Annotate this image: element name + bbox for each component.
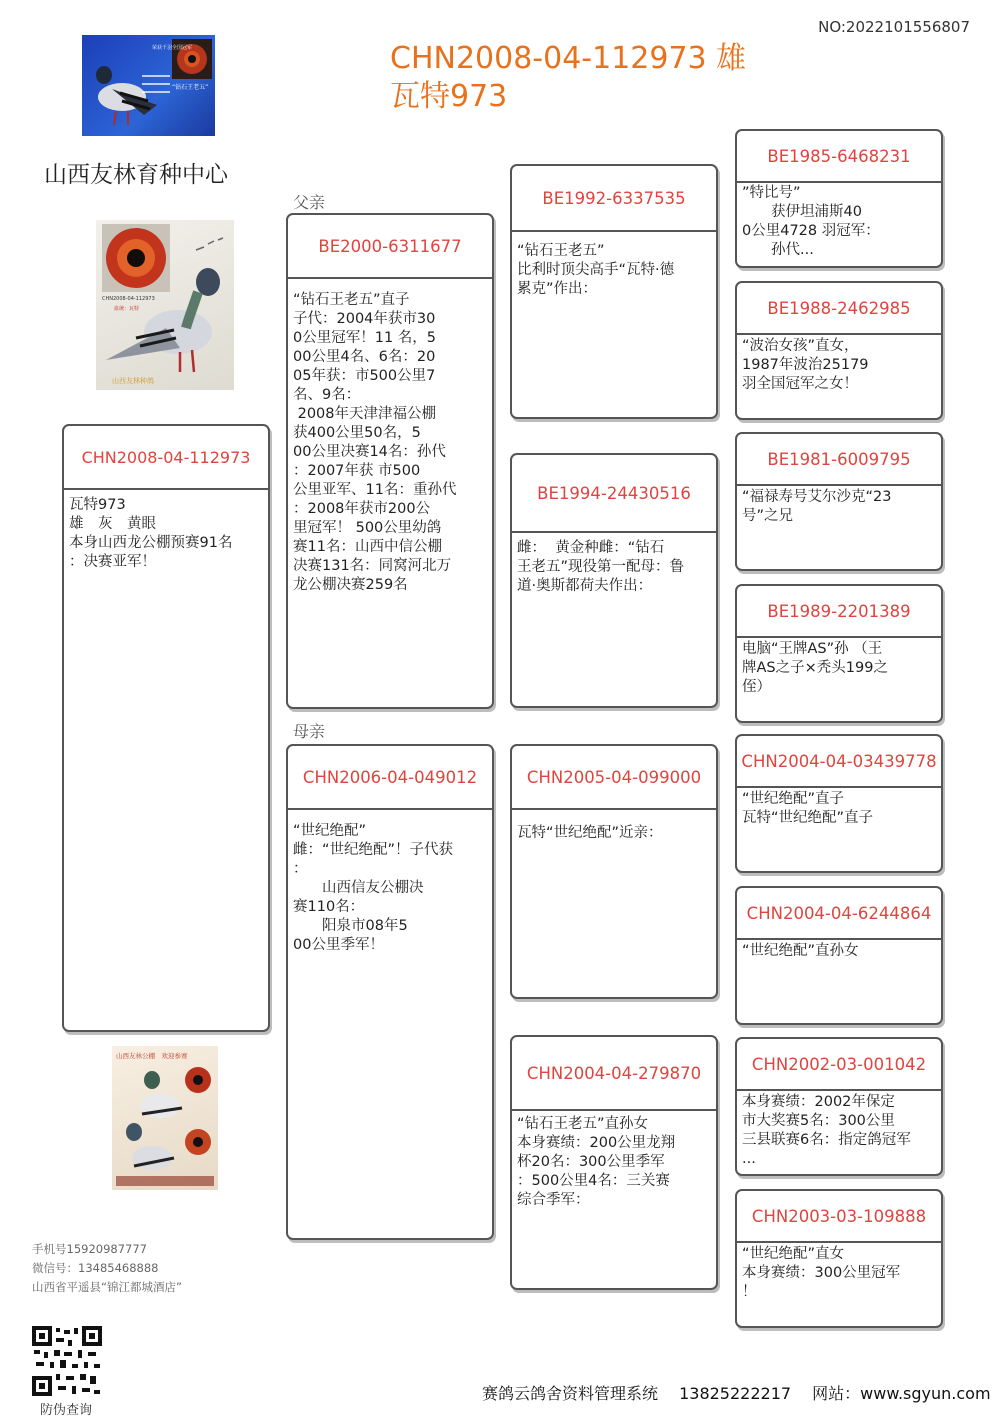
contact-address: 山西省平遥县“锦江都城酒店” — [32, 1280, 182, 1294]
gen4-card-6 — [735, 886, 943, 1025]
title-pigeon-name: 瓦特973 — [390, 79, 508, 114]
gen4-card-8 — [735, 1189, 943, 1328]
gen4-ring-number: BE1988-2462985 — [737, 283, 941, 335]
father-label: 父亲 — [293, 193, 326, 212]
gen4-card-4 — [735, 584, 943, 723]
qr-code-icon — [32, 1326, 102, 1396]
gen4-description: “世纪绝配”直子 瓦特“世纪绝配”直子 — [742, 791, 874, 826]
sire-card — [286, 213, 494, 709]
dam-sire-card — [510, 744, 718, 999]
gen3-ring-number: CHN2005-04-099000 — [512, 746, 716, 810]
qr-code-label: 防伪查询 — [40, 1403, 93, 1418]
gen4-card-7 — [735, 1037, 943, 1176]
sire-description: “钻石王老五”直子 子代：2004年获市30 0公里冠军！11 名，5 00公里4名、6名：20 05年获：市500公里7 名、9名： 2008年天津津福公棚 获400公里50名，5 00公里决赛14名：孙代 ：2007年获 市500 公里亚军、11名：重孙代 ：2008年获市200公 里冠军！ 500公里幼鸽 赛11名：山西中信公棚 决赛131名：同窝河北万 龙公棚决赛259名 — [293, 292, 457, 593]
gen4-ring-number: CHN2003-03-109888 — [737, 1191, 941, 1243]
document-number: NO:2022101556807 — [818, 18, 970, 36]
gen3-ring-number: BE1992-6337535 — [512, 166, 716, 232]
footer-system-info: 赛鸽云鸽舍资料管理系统 13825222217 网站：www.sgyun.com — [482, 1384, 991, 1403]
gen4-description: “波治女孩”直女， 1987年波治25179 羽全国冠军之女！ — [742, 338, 869, 392]
contact-wechat: 微信号：13485468888 — [32, 1261, 159, 1275]
gen4-card-1 — [735, 129, 943, 268]
title-ring-and-sex: CHN2008-04-112973 雄 — [390, 41, 747, 76]
gen4-ring-number: BE1985-6468231 — [737, 131, 941, 183]
subject-description: 瓦特973 雄 灰 黄眼 本身山西龙公棚预赛91名 ：决赛亚军！ — [69, 497, 233, 570]
subject-pigeon-card — [62, 424, 270, 1032]
gen4-ring-number: BE1989-2201389 — [737, 586, 941, 638]
gen4-card-2 — [735, 281, 943, 420]
breeding-center-name: 山西友林育种中心 — [44, 162, 228, 188]
pigeon-logo-illustration — [82, 35, 215, 136]
gen4-description: “福禄寿号艾尔沙克“23 号”之兄 — [742, 489, 892, 524]
gen4-card-3 — [735, 432, 943, 571]
photo-footer-text: 山西友林种鸽 — [112, 377, 154, 385]
logo-caption-text: 荣获千羽全国冠军 — [152, 45, 193, 51]
dam-description: “世纪绝配” 雌：“世纪绝配”！子代获 ： 山西信友公棚决 赛110名： 阳泉市08年5 00公里季军！ — [293, 823, 454, 953]
gen4-ring-number: BE1981-6009795 — [737, 434, 941, 486]
loft-logo-image — [82, 35, 215, 136]
gen4-description: 电脑“王牌AS”孙 （王 牌AS之子×秃头199之 侄） — [742, 641, 888, 695]
logo-badge-text: “钻石王老五” — [172, 84, 209, 91]
gen3-description: “钻石王老五”直孙女 本身赛绩：200公里龙翔 杯20名：300公里季军 ：500公里4名：三关赛 综合季军： — [517, 1116, 676, 1208]
gen4-ring-number: CHN2004-04-03439778 — [737, 736, 941, 788]
gen4-card-5 — [735, 734, 943, 873]
loft-advertisement-image — [112, 1046, 218, 1190]
mother-label: 母亲 — [293, 722, 326, 741]
pigeon-photo — [96, 220, 234, 390]
anti-counterfeit-qr-code[interactable] — [32, 1326, 102, 1396]
gen3-description: 雌： 黄金种雌：“钻石 王老五”现役第一配母：鲁 道·奥斯都荷夫作出： — [517, 540, 685, 594]
dam-dam-card — [510, 1035, 718, 1290]
gen4-description: 本身赛绩：2002年保定 市大奖赛5名：300公里 三县联赛6名：指定鸽冠军 ... — [742, 1094, 911, 1167]
photo-name-text: 血统：瓦特 — [114, 306, 140, 312]
gen4-ring-number: CHN2004-04-6244864 — [737, 888, 941, 940]
sire-sire-card — [510, 164, 718, 419]
advertisement-illustration — [112, 1046, 218, 1190]
gen4-description: “世纪绝配”直女 本身赛绩：300公里冠军 ！ — [742, 1246, 901, 1300]
gen4-ring-number: CHN2002-03-001042 — [737, 1039, 941, 1091]
subject-ring-number: CHN2008-04-112973 — [64, 426, 268, 490]
dam-card — [286, 744, 494, 1240]
contact-phone: 手机号15920987777 — [32, 1242, 147, 1256]
gen3-ring-number: CHN2004-04-279870 — [512, 1037, 716, 1111]
gen3-description: “钻石王老五” 比利时顶尖高手“瓦特·德 累克”作出： — [517, 243, 675, 297]
dam-ring-number: CHN2006-04-049012 — [288, 746, 492, 810]
ad-headline-text: 山西友林公棚 欢迎参赛 — [116, 1052, 188, 1060]
gen4-description: “世纪绝配”直孙女 — [742, 943, 859, 959]
gen3-ring-number: BE1994-24430516 — [512, 455, 716, 533]
photo-ring-text: CHN2008-04-112973 — [102, 296, 155, 302]
gen3-description: 瓦特“世纪绝配”近亲： — [517, 825, 663, 841]
gen4-description: ”特比号” 获伊坦浦斯40 0公里4728 羽冠军： 孙代... — [742, 185, 880, 258]
pigeon-photo-illustration — [96, 220, 234, 390]
pigeon-title — [390, 40, 746, 116]
sire-ring-number: BE2000-6311677 — [288, 215, 492, 279]
sire-dam-card — [510, 453, 718, 708]
